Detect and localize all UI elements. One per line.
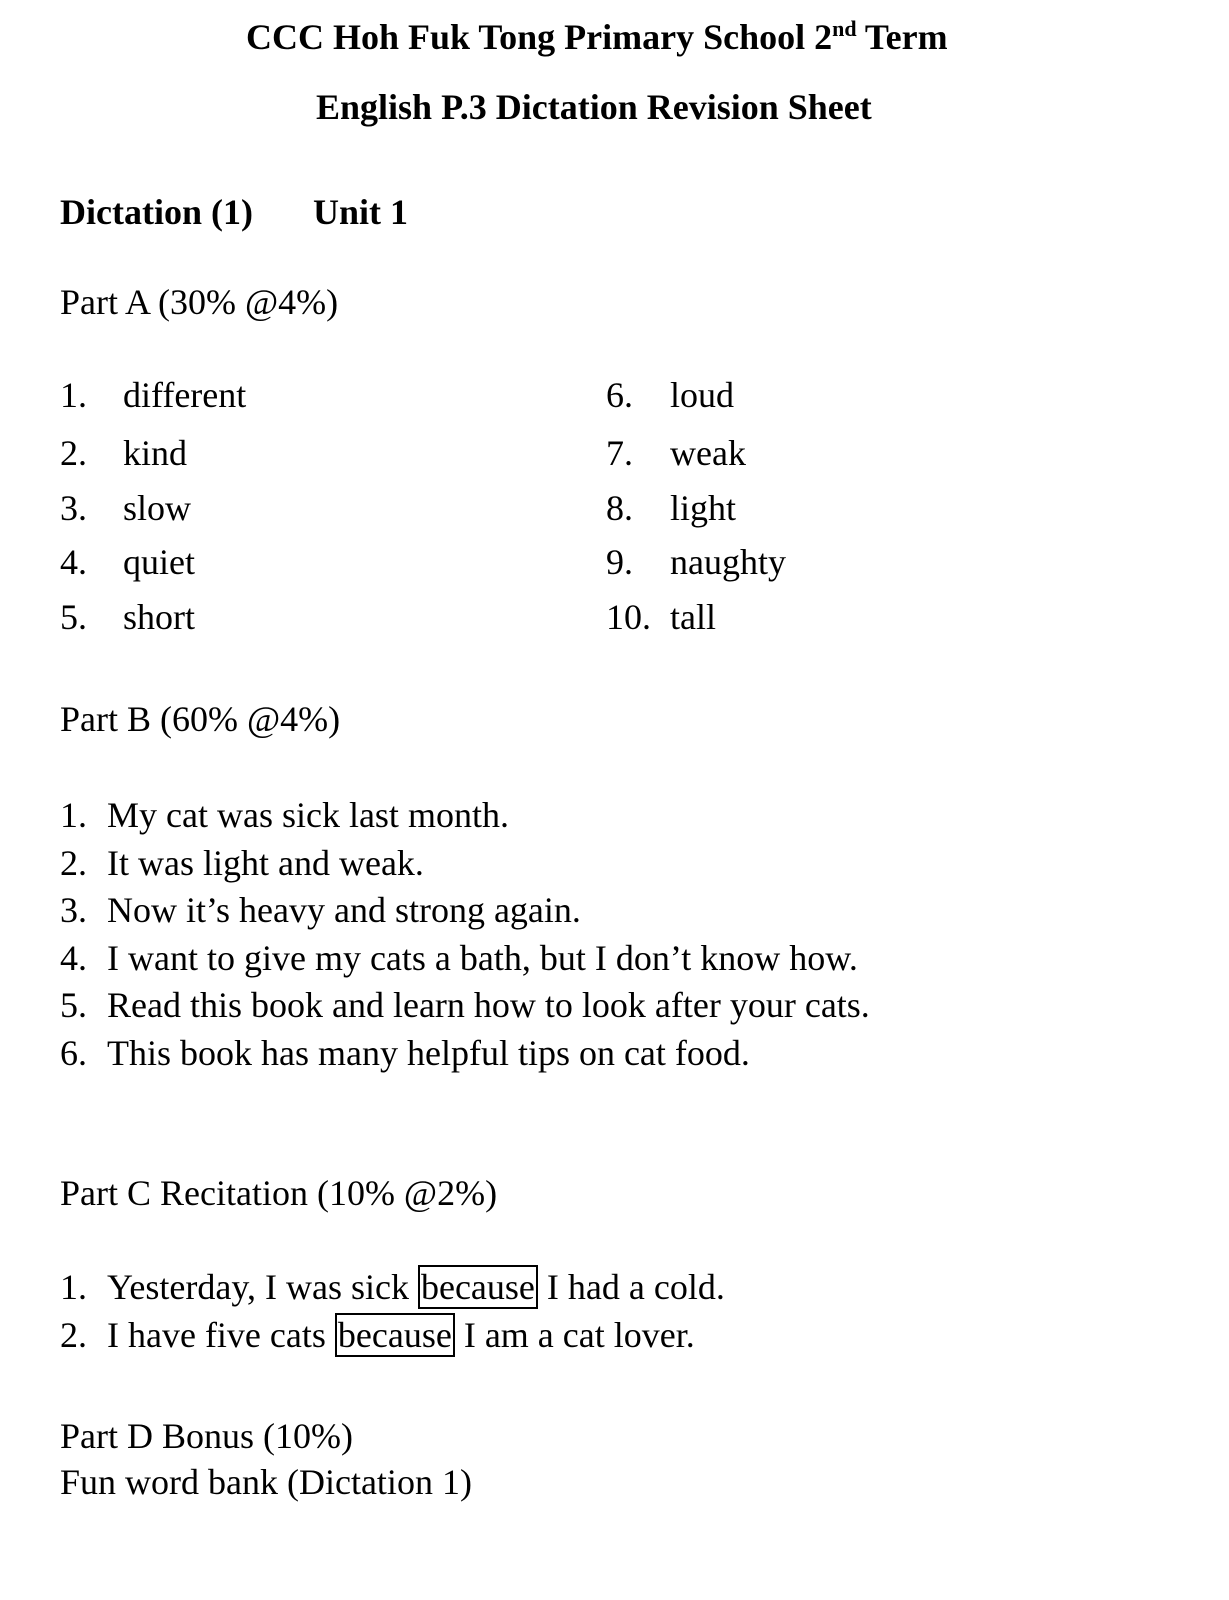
part-d-heading: Part D Bonus (10%) [60,1416,353,1456]
sentence-start: I have five cats [107,1315,335,1355]
part-a-word: light [670,488,737,528]
document-title [246,16,948,58]
part-a-word: kind [123,433,188,473]
part-b-sentence: Read this book and learn how to look after your cats. [107,985,870,1025]
part-a-word: different [123,375,247,415]
part-a-number: 5. [60,597,87,637]
part-b-sentence: My cat was sick last month. [107,795,509,835]
part-a-word: naughty [670,542,786,582]
title-superscript: nd [832,16,857,41]
part-b-number: 1. [60,795,87,835]
part-c-number: 1. [60,1267,87,1307]
sentence-start: Yesterday, I was sick [107,1267,418,1307]
part-a-number: 3. [60,488,87,528]
part-a-number: 7. [606,433,633,473]
part-c-sentence [107,1314,695,1356]
title-term: Term [856,17,948,57]
part-b-number: 5. [60,985,87,1025]
part-a-word: tall [670,597,716,637]
part-b-number: 3. [60,890,87,930]
part-b-number: 4. [60,937,87,978]
dictation-label: Dictation (1) [60,192,253,232]
part-a-number: 2. [60,433,87,473]
part-b-number: 2. [60,842,87,883]
part-a-number: 4. [60,542,87,582]
part-a-word: short [123,597,195,637]
part-a-word: weak [670,433,746,473]
part-d-subheading: Fun word bank (Dictation 1) [60,1462,472,1502]
part-a-word: loud [670,375,735,415]
part-c-sentence [107,1266,725,1308]
part-a-number: 8. [606,488,633,528]
title-text: CCC Hoh Fuk Tong Primary School 2 [246,17,833,57]
part-a-heading: Part A (30% @4%) [60,282,339,322]
part-b-number: 6. [60,1032,87,1073]
part-c-number: 2. [60,1315,87,1355]
part-c-heading: Part C Recitation (10% @2%) [60,1173,498,1213]
part-b-sentence: Now it’s heavy and strong again. [107,890,581,930]
unit-label: Unit 1 [313,192,409,232]
part-b-sentence: It was light and weak. [107,842,424,883]
part-a-number: 6. [606,375,633,415]
part-b-sentence: I want to give my cats a bath, but I don’t know how. [107,937,858,978]
boxed-keyword: because [335,1313,455,1357]
part-b-sentence: This book has many helpful tips on cat food. [107,1032,750,1073]
part-a-number: 1. [60,375,87,415]
part-a-word: quiet [123,542,195,582]
sentence-end: I am a cat lover. [454,1315,695,1355]
part-a-number: 9. [606,542,633,582]
part-a-word: slow [123,488,192,528]
boxed-keyword: because [418,1265,538,1309]
part-a-number: 10. [606,597,651,637]
part-b-heading: Part B (60% @4%) [60,699,341,739]
document-subtitle: English P.3 Dictation Revision Sheet [316,87,872,127]
sentence-end: I had a cold. [537,1267,725,1307]
